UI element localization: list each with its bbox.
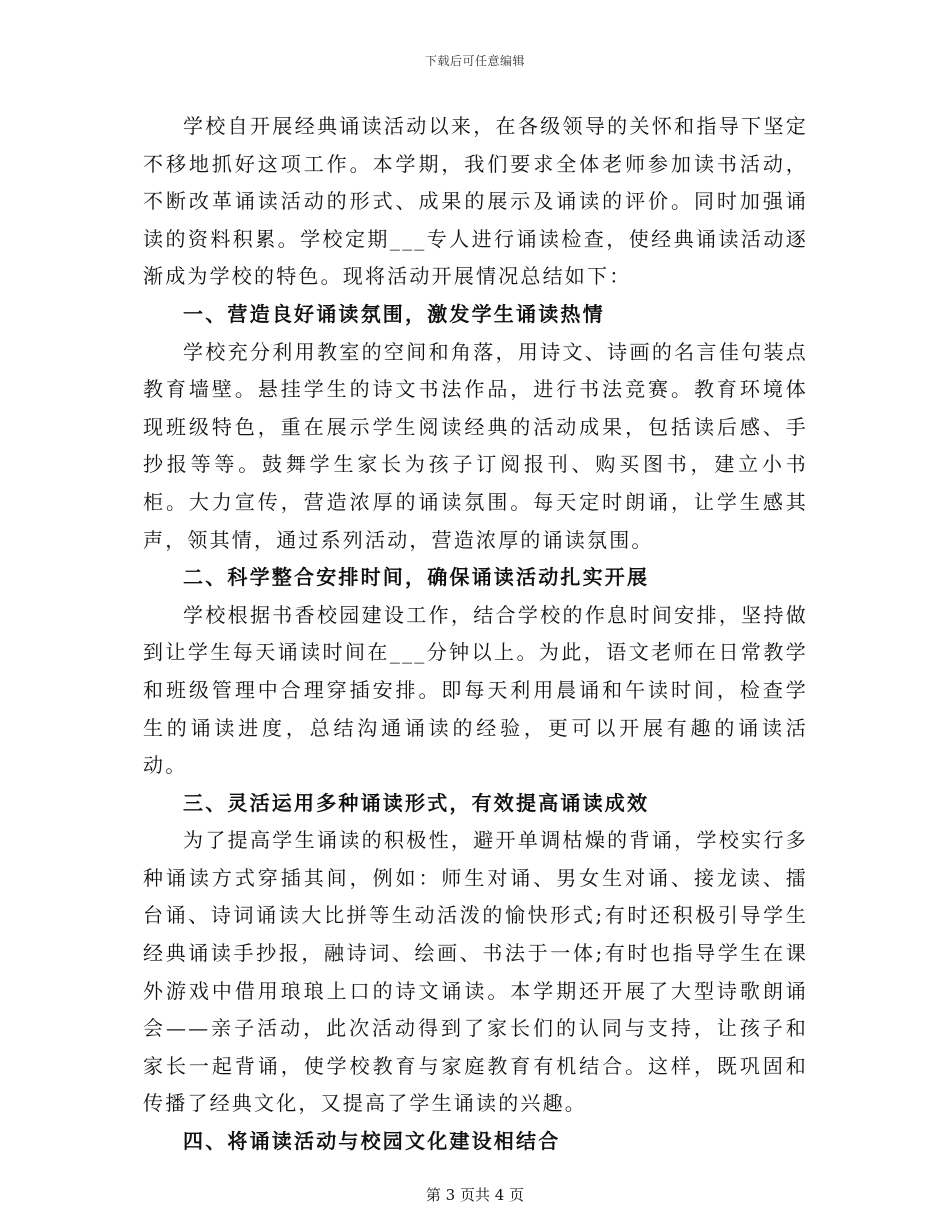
intro-paragraph: 学校自开展经典诵读活动以来，在各级领导的关怀和指导下坚定不移地抓好这项工作。本学期，我们要求全体老师参加读书活动，不断改革诵读活动的形式、成果的展示及诵读的评价。同时加强诵读的资料积累。学校定期___专人进行诵读检查，使经典诵读活动逐渐成为学校的特色。现将活动开展情况总结如下： xyxy=(143,114,808,289)
page-number: 第 3 页共 4 页 xyxy=(425,1186,525,1204)
section-1-paragraph: 学校充分利用教室的空间和角落，用诗文、诗画的名言佳句装点教育墙壁。悬挂学生的诗文书法作品，进行书法竞赛。教育环境体现班级特色，重在展示学生阅读经典的活动成果，包括读后感、手抄报等等。鼓舞学生家长为孩子订阅报刊、购买图书，建立小书柜。大力宣传，营造浓厚的诵读氛围。每天定时朗诵，让学生感其声，领其情，通过系列活动，营造浓厚的诵读氛围。 xyxy=(143,339,808,552)
section-3-paragraph: 为了提高学生诵读的积极性，避开单调枯燥的背诵，学校实行多种诵读方式穿插其间，例如：师生对诵、男女生对诵、接龙读、擂台诵、诗词诵读大比拼等生动活泼的愉快形式;有时还积极引导学生经典诵读手抄报，融诗词、绘画、书法于一体;有时也指导学生在课外游戏中借用琅琅上口的诗文诵读。本学期还开展了大型诗歌朗诵会——亲子活动，此次活动得到了家长们的认同与支持，让孩子和家长一起背诵，使学校教育与家庭教育有机结合。这样，既巩固和传播了经典文化，又提高了学生诵读的兴趣。 xyxy=(143,828,808,1116)
page-header: 下载后可任意编辑 xyxy=(424,54,525,68)
section-2-paragraph: 学校根据书香校园建设工作，结合学校的作息时间安排，坚持做到让学生每天诵读时间在___分钟以上。为此，语文老师在日常教学和班级管理中合理穿插安排。即每天利用晨诵和午读时间，检查学生的诵读进度，总结沟通诵读的经验，更可以开展有趣的诵读活动。 xyxy=(143,602,808,778)
section-heading-4: 四、将诵读活动与校园文化建设相结合 xyxy=(183,1129,561,1154)
section-heading-3: 三、灵活运用多种诵读形式，有效提高诵读成效 xyxy=(183,790,650,815)
document-body xyxy=(143,108,808,1161)
section-heading-1: 一、营造良好诵读氛围，激发学生诵读热情 xyxy=(183,301,605,326)
section-heading-2: 二、科学整合安排时间，确保诵读活动扎实开展 xyxy=(183,565,650,590)
